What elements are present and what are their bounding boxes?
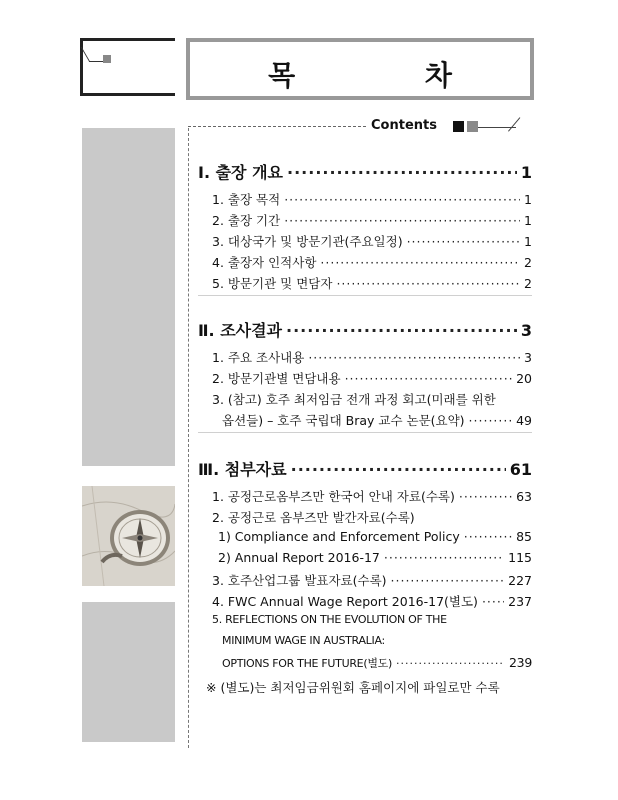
leader-dots [284, 213, 520, 228]
toc-item[interactable] [198, 508, 532, 529]
leader-dots [482, 594, 504, 609]
toc-item-label: 1. 공정근로옴부즈만 한국어 안내 자료(수록) [212, 489, 455, 504]
toc-item-label: 4. FWC Annual Wage Report 2016-17(별도) [212, 594, 478, 609]
leader-dots [459, 489, 512, 504]
black-square-icon [453, 121, 464, 132]
gray-side-block-bottom [82, 602, 175, 742]
toc-subitem[interactable] [198, 529, 532, 550]
leader-dots [287, 163, 517, 182]
page-title: 목 차 [268, 59, 512, 92]
leader-dots [469, 413, 513, 428]
toc-page: 1 [524, 192, 532, 207]
gray-side-block-top [82, 128, 175, 466]
leader-dots [396, 657, 505, 670]
header-title-frame [186, 38, 534, 100]
leader-dots [284, 192, 520, 207]
toc-item-label: 1. 주요 조사내용 [212, 350, 305, 365]
toc-page: 2 [524, 276, 532, 291]
toc-section-title: Ⅱ. 조사결과 [198, 321, 283, 340]
toc-section-title: Ⅲ. 첨부자료 [198, 460, 287, 479]
toc-item[interactable] [198, 253, 532, 274]
toc-page: 1 [524, 234, 532, 249]
leader-dots [345, 371, 513, 386]
toc-item[interactable] [198, 571, 532, 592]
toc-page: 63 [516, 489, 532, 504]
toc-item-label: 5. REFLECTIONS ON THE EVOLUTION OF THE [212, 613, 447, 626]
toc-item[interactable] [198, 487, 532, 508]
toc-subitem[interactable] [198, 550, 532, 571]
toc-page: 115 [508, 550, 532, 565]
leader-dots [308, 350, 520, 365]
note-text: ※ (별도)는 최저임금위원회 홈페이지에 파일로만 수록 [206, 680, 500, 695]
contents-tail-slash [508, 117, 521, 132]
leader-dots [286, 321, 517, 340]
toc-item-continued[interactable] [198, 411, 532, 433]
toc-item-label: 1. 출장 목적 [212, 192, 281, 207]
toc-item-label: 1) Compliance and Enforcement Policy [218, 529, 460, 544]
toc-page: 61 [509, 460, 532, 479]
compass-image [82, 486, 175, 586]
toc-section-2[interactable] [198, 318, 532, 340]
leader-dots [407, 234, 520, 249]
toc-item[interactable] [198, 190, 532, 211]
toc-item-label: 2. 출장 기간 [212, 213, 281, 228]
leader-dots [391, 573, 505, 588]
toc-section-1[interactable] [198, 160, 532, 182]
leader-dots [291, 460, 506, 479]
toc-item-label-line3: OPTIONS FOR THE FUTURE(별도) [222, 657, 392, 670]
toc-item-continued[interactable] [198, 655, 532, 676]
table-of-contents [198, 160, 532, 699]
gray-square-icon [467, 121, 478, 132]
toc-item[interactable] [198, 348, 532, 369]
toc-page: 2 [524, 255, 532, 270]
toc-page: 20 [516, 371, 532, 386]
toc-item-label: 2) Annual Report 2016-17 [218, 550, 380, 565]
toc-note [198, 678, 532, 699]
toc-item[interactable] [198, 369, 532, 390]
toc-section-title: Ⅰ. 출장 개요 [198, 163, 283, 182]
toc-item[interactable] [198, 232, 532, 253]
toc-item-multiline[interactable] [198, 613, 532, 634]
toc-page: 237 [508, 594, 532, 609]
contents-label: Contents [371, 118, 437, 133]
header-square-icon [103, 55, 111, 63]
toc-item-label: 3. 호주산업그룹 발표자료(수록) [212, 573, 387, 588]
leader-dots [384, 550, 504, 565]
toc-page: 3 [520, 321, 532, 340]
toc-item-label: 2. 방문기관별 면담내용 [212, 371, 341, 386]
leader-dots [336, 276, 520, 291]
toc-page: 239 [509, 655, 532, 670]
toc-page: 3 [524, 350, 532, 365]
toc-page: 1 [524, 213, 532, 228]
toc-item[interactable] [198, 592, 532, 613]
toc-item[interactable] [198, 274, 532, 296]
vertical-dashed-rule [188, 128, 189, 748]
toc-page: 85 [516, 529, 532, 544]
toc-item-label: 5. 방문기관 및 면담자 [212, 276, 333, 291]
toc-page: 49 [516, 413, 532, 428]
contents-dashed-line [188, 126, 366, 127]
toc-item-label-line2: 옵션들) – 호주 국립대 Bray 교수 논문(요약) [222, 413, 465, 428]
toc-item-multiline[interactable] [198, 390, 532, 411]
toc-item-continued [198, 634, 532, 655]
toc-page: 1 [520, 163, 532, 182]
toc-page: 227 [508, 573, 532, 588]
toc-item-label-line2: MINIMUM WAGE IN AUSTRALIA: [222, 634, 385, 647]
toc-item-label: 3. (참고) 호주 최저임금 전개 과정 회고(미래를 위한 [212, 392, 496, 407]
header-left-frame [80, 38, 175, 96]
leader-dots [320, 255, 520, 270]
toc-item-label: 2. 공정근로 옴부즈만 발간자료(수록) [212, 510, 415, 525]
toc-item-label: 3. 대상국가 및 방문기관(주요일정) [212, 234, 403, 249]
leader-dots [464, 529, 512, 544]
toc-section-3[interactable] [198, 457, 532, 479]
toc-item-label: 4. 출장자 인적사항 [212, 255, 317, 270]
toc-item[interactable] [198, 211, 532, 232]
